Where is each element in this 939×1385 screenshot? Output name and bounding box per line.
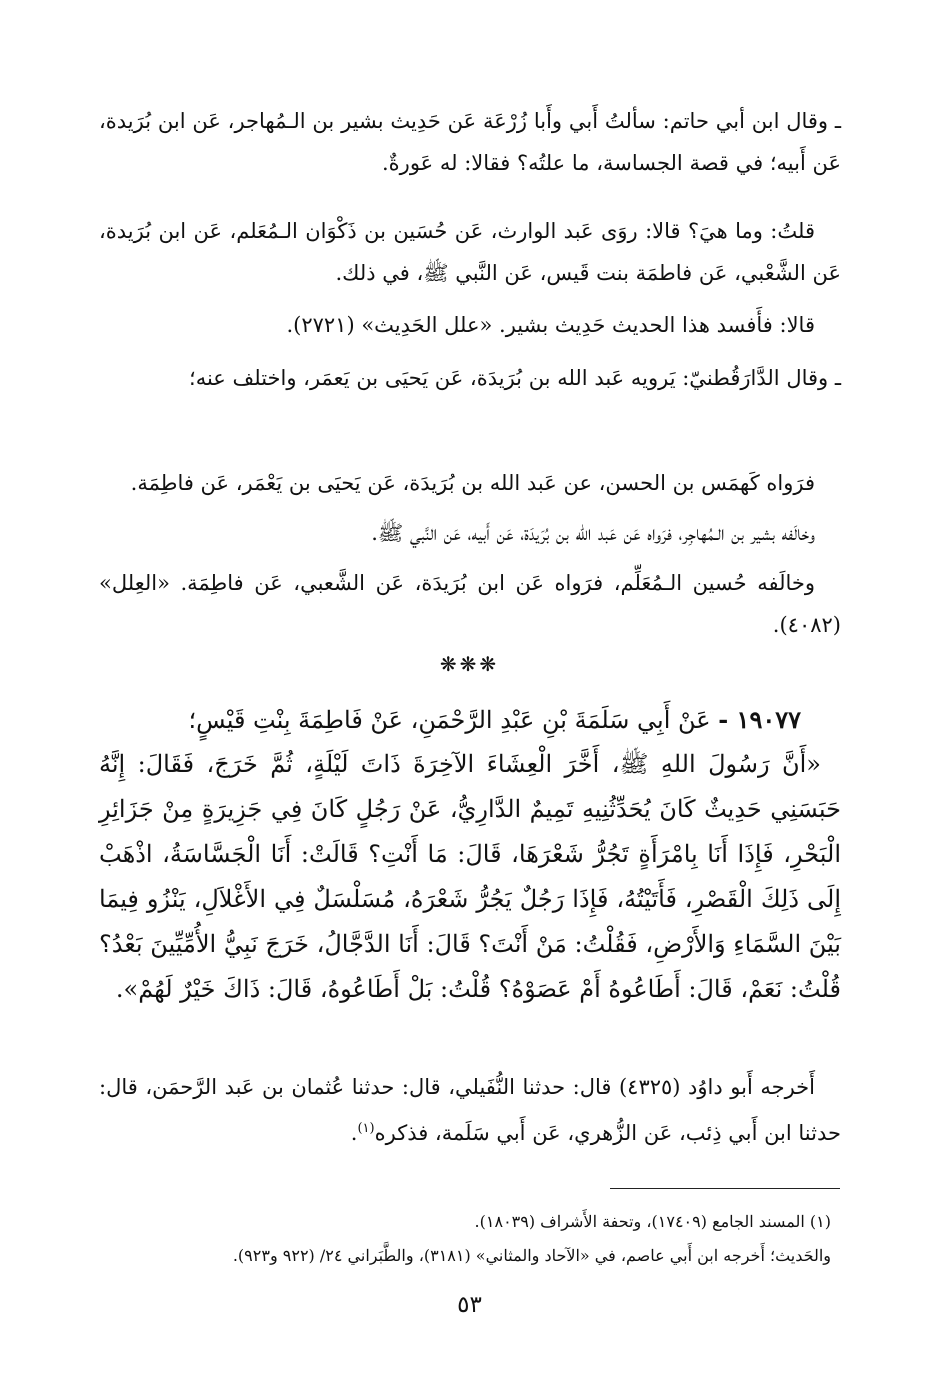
footnote-reference: (١): [357, 1121, 375, 1136]
takhrij-paragraph: أَخرجه أَبو داوُد (٤٣٢٥) قال: حدثنا النُّفَيلي، قال: حدثنا عُثمان بن عَبد الرَّحمَن، قال: حدثنا ابن أَبي ذِئب، عَن الزُّهري، عَن أَبي سَلَمة، فذكره$^{(١)}$.: [99, 1075, 841, 1145]
hadith-text: «أَنَّ رَسُولَ اللهِ ﷺ، أَخَّرَ الْعِشَاءَ الآخِرَةَ ذَاتَ لَيْلَةٍ، ثُمَّ خَرَجَ، فَقَالَ: إِنَّهُ حَبَسَنِي حَدِيثٌ كَانَ يُحَدِّثُنِيهِ تَمِيمٌ الدَّارِيُّ، عَنْ رَجُلٍ كَانَ فِي جَزِيرَةٍ مِنْ جَزَائِرِ الْبَحْرِ، فَإِذَا أَنَا بِامْرَأَةٍ تَجُرُّ شَعْرَهَا، قَالَ: مَا أَنْتِ؟ قَالَتْ: أَنَا الْجَسَّاسَةُ، اذْهَبْ إِلَى ذَلِكَ الْقَصْرِ، فَأَتَيْتُهُ، فَإِذَا رَجُلٌ يَجُرُّ شَعْرَهُ، مُسَلْسَلٌ فِي الأَغْلاَلِ، يَنْزُو فِيمَا بَيْنَ السَّمَاءِ وَالأَرْضِ، فَقُلْتُ: مَنْ أَنْتَ؟ قَالَ: أَنَا الدَّجَّالُ، خَرَجَ نَبِيُّ الأُمِّيِّينَ بَعْدُ؟ قُلْتُ: نَعَمْ، قَالَ: أَطَاعُوهُ أَمْ عَصَوْهُ؟ قُلْتُ: بَلْ أَطَاعُوهُ، قَالَ: ذَاكَ خَيْرٌ لَهُمْ».: [99, 750, 841, 1003]
footnote-2: والحَديث؛ أَخرجه ابن أَبي عاصم، في «الآحاد والمثاني» (٣١٨١)، والطَّبَراني ٢٤/ (٩٢٢ و٩٢٣).: [232, 1246, 831, 1265]
takhrij-text: أَخرجه أَبو داوُد (٤٣٢٥) قال: حدثنا النُّفَيلي، قال: حدثنا عُثمان بن عَبد الرَّحمَن، قال: حدثنا ابن أَبي ذِئب، عَن الزُّهري، عَن أَبي سَلَمة، فذكره: [99, 1075, 841, 1145]
paragraph-husayn: وخالَفه حُسين الـمُعَلِّم، فرَواه عَن ابن بُرَيدَة، عَن الشَّعبي، عَن فاطِمَة. «العِلل» (٤٠٨٢).: [99, 571, 841, 637]
footnote-1: (١) المسند الجامع (١٧٤٠٩)، وتحفة الأَشراف (١٨٠٣٩).: [474, 1212, 831, 1231]
paragraph-kahmas: فرَواه كَهمَس بن الحسن، عن عَبد الله بن بُرَيدَة، عَن يَحيَى بن يَعْمَر، عَن فاطِمَة.: [130, 471, 815, 495]
footnote-divider: [610, 1188, 840, 1189]
page-number: ٥٣: [457, 1292, 482, 1318]
hadith-chain: عَنْ أَبِي سَلَمَةَ بْنِ عَبْدِ الرَّحْمَنِ، عَنْ فَاطِمَةَ بِنْتِ قَيْسٍ؛: [188, 706, 711, 734]
paragraph-ibn-abi-hatim: ـ وقال ابن أبي حاتم: سألتُ أَبي وأَبا زُرْعَة عَن حَدِيث بشير بن الـمُهاجر، عَن ابن بُرَيدة، عَن أَبيه؛ في قصة الجساسة، ما علتُه؟ فقالا: له عَورةٌ.: [99, 109, 841, 175]
hadith-number: ١٩٠٧٧ -: [718, 705, 801, 734]
paragraph-qala-afsad: قالا: فأَفسد هذا الحديث حَدِيث بشير. «علل الحَدِيث» (٢٧٢١).: [286, 313, 815, 337]
paragraph-qultu: قلتُ: وما هيَ؟ قالا: روَى عَبد الوارث، عَن حُسَين بن ذَكْوَان الـمُعَلم، عَن ابن بُرَيدة، عَن الشَّعْبي، عَن فاطمَة بنت قَيس، عَن النَّبي ﷺ، في ذلك.: [99, 219, 841, 285]
section-separator: ❋❋❋: [439, 652, 500, 676]
hadith-header: [99, 697, 841, 743]
paragraph-bashir: وخالَفه بشير بن الـمُهاجِر، فرَواه عَن عَبد الله بن بُرَيدَة، عَن أَبيه، عَن النَّبي ﷺ.: [371, 521, 815, 545]
paragraph-daraqutni: ـ وقال الدَّارَقُطنيّ: يَرويه عَبد الله بن بُرَيدَة، عَن يَحيَى بن يَعمَر، واختلف عنه؛: [189, 366, 841, 390]
